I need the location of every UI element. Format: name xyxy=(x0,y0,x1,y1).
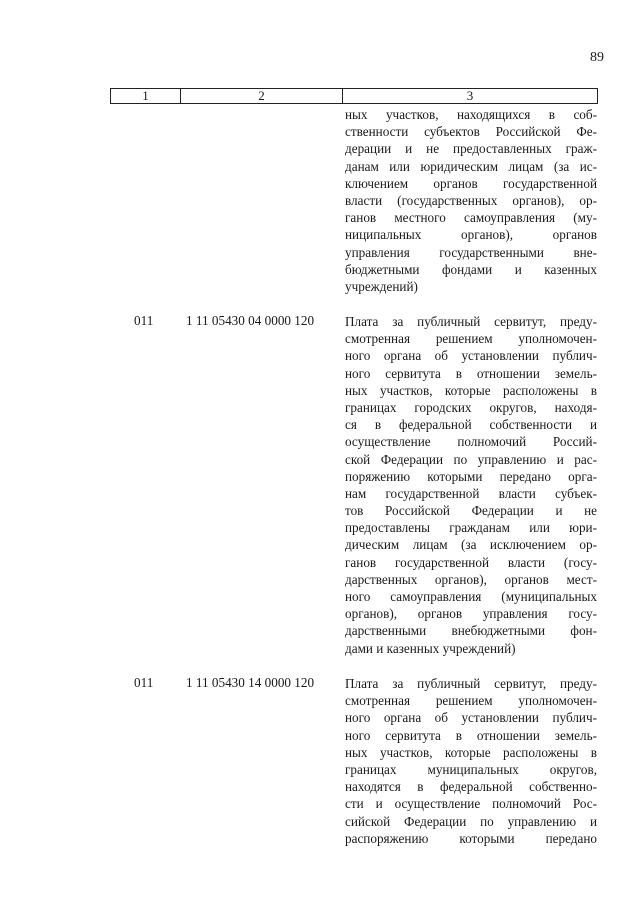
description-line: границах городских округов, находя- xyxy=(345,399,597,415)
description-line: ных участков, находящихся в соб- xyxy=(345,107,597,122)
description-line: ных участков, которые расположены в xyxy=(345,382,597,398)
description-line: ного самоуправления (муниципальных xyxy=(345,589,597,604)
description-line: смотренная решением уполномочен- xyxy=(345,331,597,347)
table-row-description xyxy=(345,675,597,847)
admin-code: 011 xyxy=(134,313,154,328)
description-line: сти и осуществление полномочий Рос- xyxy=(345,796,597,812)
description-line: дами и казенных учреждений) xyxy=(345,640,516,656)
budget-classification-code: 1 11 05430 14 0000 120 xyxy=(186,675,315,690)
description-line: распоряжению которыми передано xyxy=(345,830,597,846)
description-line: ганов местного самоуправления (му- xyxy=(345,210,597,226)
column-number-2: 2 xyxy=(181,89,343,103)
description-line: осуществление полномочий Россий- xyxy=(345,434,597,450)
description-line: власти (государственных органов), ор- xyxy=(345,192,597,208)
description-line: ного сервитута в отношении земель- xyxy=(345,365,597,381)
description-line: ственности субъектов Российской Фе- xyxy=(345,124,597,140)
description-line: учреждений) xyxy=(345,278,418,294)
description-line: ской Федерации по управлению и рас- xyxy=(345,451,597,467)
column-number-3: 3 xyxy=(466,88,474,103)
description-line: поряжению которыми передано орга- xyxy=(345,468,597,484)
description-line: тов Российской Федерации и не xyxy=(345,503,597,519)
description-line: ных участков, которые расположены в xyxy=(345,744,597,760)
description-line: ного органа об установлении публич- xyxy=(345,710,597,726)
description-line: границах муниципальных округов, xyxy=(345,761,597,777)
column-number-1: 1 xyxy=(111,89,181,103)
description-line: нам государственной власти субъек- xyxy=(345,485,597,501)
description-line: Плата за публичный сервитут, преду- xyxy=(345,314,597,329)
description-line: ного органа об установлении публич- xyxy=(345,348,597,364)
table-row-description xyxy=(345,106,597,295)
description-line: дарственными внебюджетными фон- xyxy=(345,623,597,639)
description-line: данам или юридическим лицам (за ис- xyxy=(345,158,597,174)
description-line: ного сервитута в отношении земель- xyxy=(345,727,597,743)
description-line: смотренная решением уполномочен- xyxy=(345,693,597,709)
description-line: сийской Федерации по управлению и xyxy=(345,813,597,829)
description-line: ниципальных органов), органов xyxy=(345,227,597,243)
description-line: органов), органов управления госу- xyxy=(345,606,597,622)
description-line: ганов государственной власти (госу- xyxy=(345,554,597,570)
description-line: дическим лицам (за исключением ор- xyxy=(345,537,597,553)
table-column-header xyxy=(110,88,598,104)
description-line: находятся в федеральной собственно- xyxy=(345,779,597,795)
table-row-description xyxy=(345,313,597,657)
description-line: бюджетными фондами и казенных xyxy=(345,261,597,277)
description-line: ся в федеральной собственности и xyxy=(345,417,597,433)
description-line: Плата за публичный сервитут, преду- xyxy=(345,676,597,691)
description-line: ключением органов государственной xyxy=(345,175,597,191)
page-number: 89 xyxy=(590,50,604,65)
description-line: дерации и не предоставленных граж- xyxy=(345,141,597,157)
admin-code: 011 xyxy=(134,675,154,690)
description-line: управления государственными вне- xyxy=(345,244,597,260)
description-line: дарственных органов), органов мест- xyxy=(345,571,597,587)
description-line: предоставлены гражданам или юри- xyxy=(345,520,597,536)
budget-classification-code: 1 11 05430 04 0000 120 xyxy=(186,313,315,328)
